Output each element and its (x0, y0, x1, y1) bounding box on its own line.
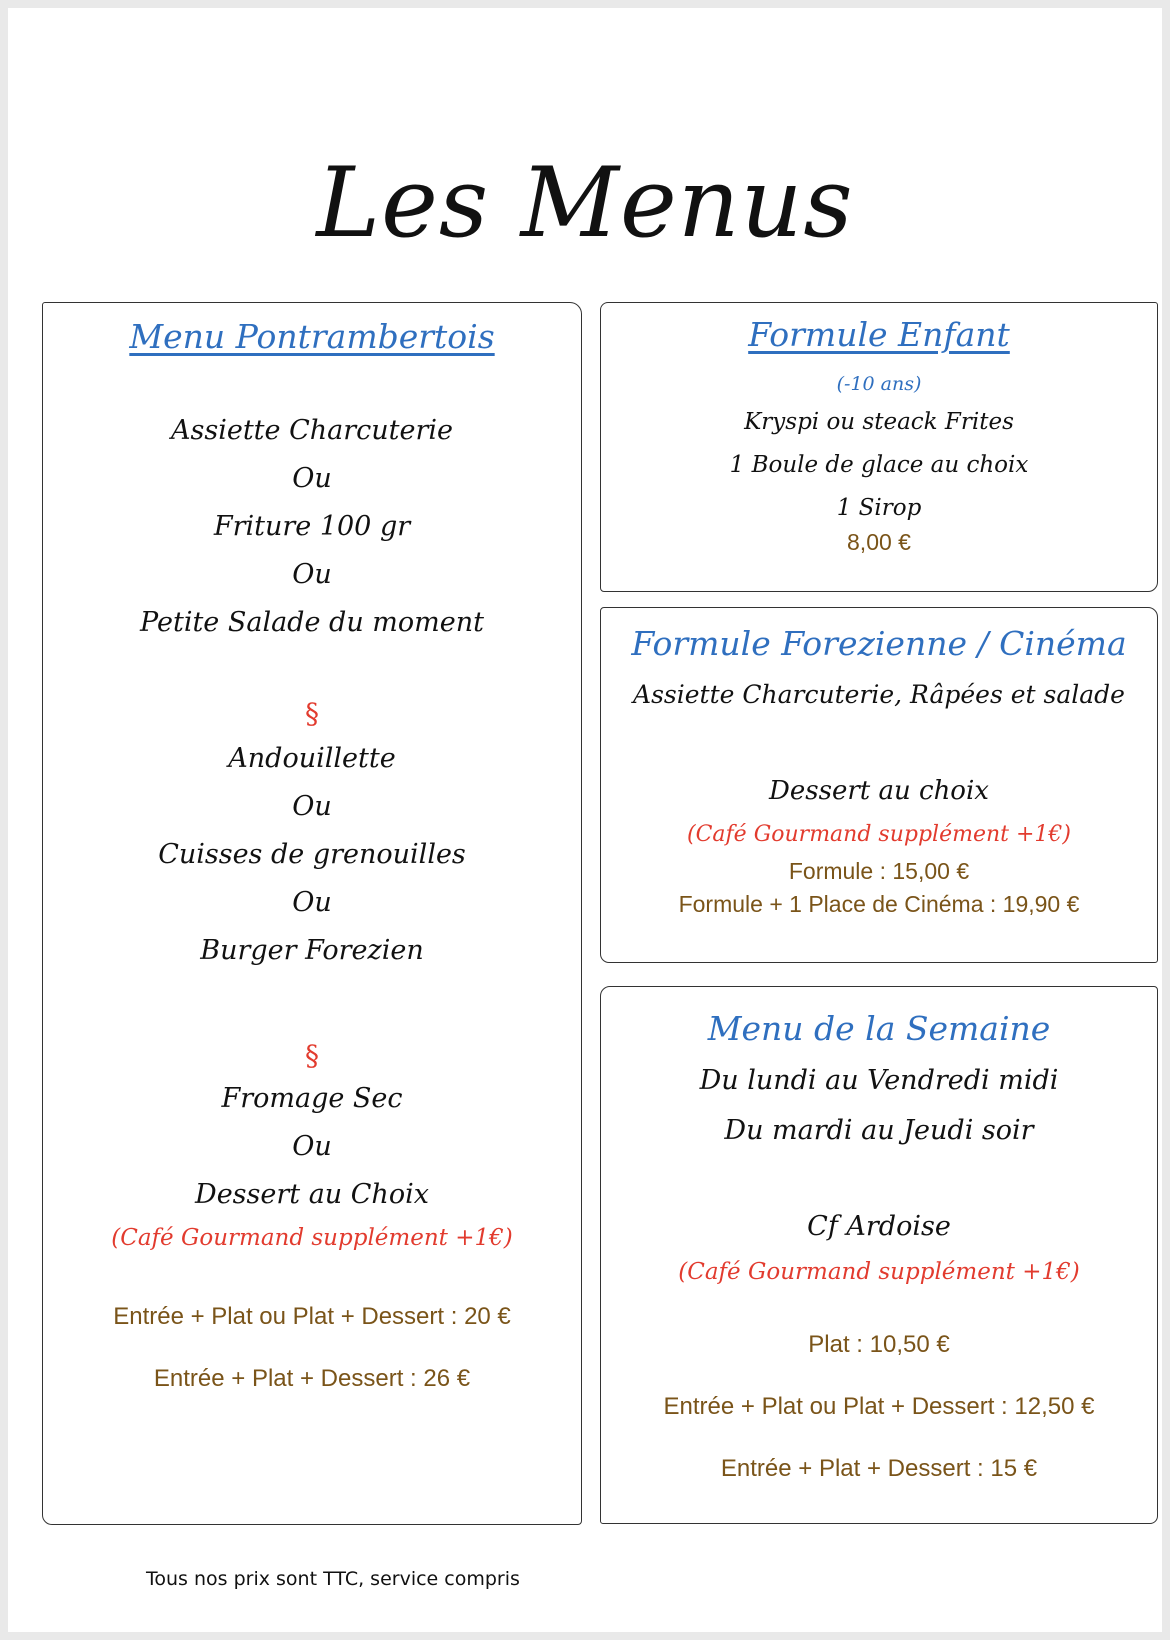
price-line: Formule + 1 Place de Cinéma : 19,90 € (678, 891, 1080, 917)
price-line: Entrée + Plat ou Plat + Dessert : 20 € (113, 1303, 511, 1330)
entree-item: Friture 100 gr (213, 511, 411, 542)
cafe-gourmand-note: (Café Gourmand supplément +1€) (678, 1259, 1080, 1285)
plat-or: Ou (292, 887, 332, 918)
price-line: Entrée + Plat ou Plat + Dessert : 12,50 € (663, 1393, 1095, 1420)
enfant-item: 1 Boule de glace au choix (729, 452, 1029, 478)
price-line: Entrée + Plat + Dessert : 15 € (720, 1455, 1038, 1482)
forez-dessert: Dessert au choix (769, 776, 989, 806)
plat-or: Ou (292, 791, 332, 822)
dessert-item: Fromage Sec (221, 1083, 403, 1114)
plat-item: Cuisses de grenouilles (158, 839, 466, 870)
page-title: Les Menus (316, 147, 854, 259)
entree-or: Ou (292, 559, 332, 590)
cafe-gourmand-note: (Café Gourmand supplément +1€) (111, 1225, 513, 1251)
menu-pontrambertois-heading: Menu Pontrambertois (129, 317, 495, 356)
plat-item: Burger Forezien (200, 935, 424, 966)
cafe-gourmand-note: (Café Gourmand supplément +1€) (687, 822, 1071, 847)
forez-entree: Assiette Charcuterie, Râpées et salade (633, 680, 1125, 709)
formule-enfant-heading: Formule Enfant (748, 315, 1010, 354)
menu-semaine-box (600, 986, 1158, 1524)
section-separator: § (305, 1039, 319, 1072)
plat-item: Andouillette (228, 743, 396, 774)
dessert-or: Ou (292, 1131, 332, 1162)
price-line: Formule : 15,00 € (788, 858, 970, 884)
menu-semaine-heading: Menu de la Semaine (707, 1009, 1051, 1048)
entree-item: Assiette Charcuterie (171, 415, 453, 446)
formule-enfant-box (600, 302, 1158, 592)
price-line: Plat : 10,50 € (808, 1331, 950, 1358)
menu-page (8, 8, 1162, 1632)
formule-forezienne-heading: Formule Forezienne / Cinéma (631, 624, 1127, 663)
price-line: 8,00 € (847, 529, 911, 555)
enfant-item: 1 Sirop (836, 495, 922, 521)
age-note: (-10 ans) (836, 373, 922, 395)
entree-or: Ou (292, 463, 332, 494)
enfant-item: Kryspi ou steack Frites (744, 409, 1014, 435)
dessert-item: Dessert au Choix (195, 1179, 429, 1210)
formule-forezienne-box (600, 607, 1158, 963)
footer-note: Tous nos prix sont TTC, service compris (146, 1568, 520, 1590)
schedule-line: Du mardi au Jeudi soir (724, 1115, 1034, 1146)
price-line: Entrée + Plat + Dessert : 26 € (153, 1365, 471, 1392)
entree-item: Petite Salade du moment (140, 607, 484, 638)
section-separator: § (305, 697, 319, 730)
ardoise-line: Cf Ardoise (807, 1211, 951, 1242)
schedule-line: Du lundi au Vendredi midi (699, 1065, 1059, 1096)
menu-pontrambertois-box (42, 302, 582, 1525)
